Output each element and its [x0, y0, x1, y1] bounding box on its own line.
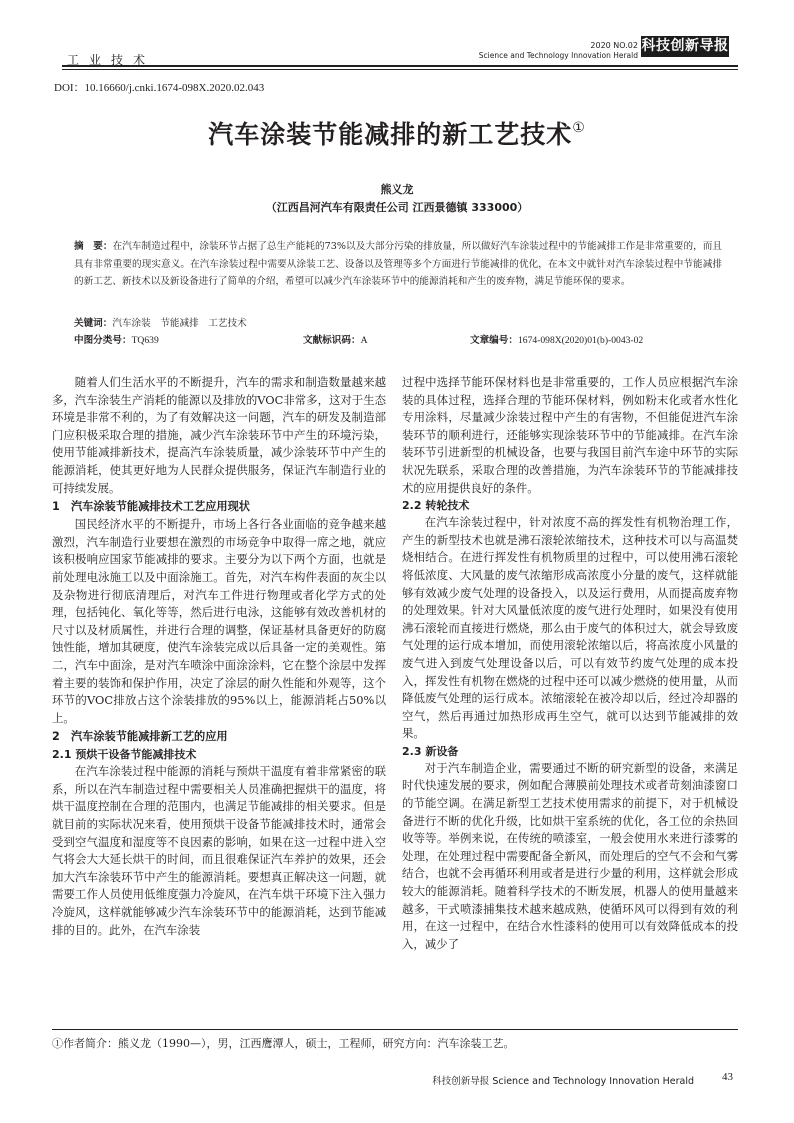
- affiliation: （江西昌河汽车有限责任公司 江西景德镇 333000）: [265, 201, 529, 214]
- clc-number: [74, 332, 159, 346]
- body-column-left: [52, 374, 386, 939]
- abstract: [74, 238, 722, 291]
- abstract-label: 摘 要：: [74, 241, 113, 252]
- doc-code: [303, 332, 368, 346]
- paragraph: 在汽车涂装过程中，针对浓度不高的挥发性有机物治理工作，产生的新型技术也就是沸石滚轮浓缩技术，这种技术可以与高温焚烧相结合。在进行挥发性有机物质里的过程中，可以使用沸石滚轮将低浓度、大风量的废气浓缩形成高浓度小分量的废气，这样就能够有效减少废气处理的设备投入，以及运行费用，从而提高废弃物的处理效果。针对大风量低浓度的废气进行处理时，如果没有使用沸石滚轮而直接进行燃烧，那么由于废气的体积过大，就会导致废气处理的运行成本增加，而使用滚轮浓缩以后，将高浓度小风量的废气进入到废气处理设备以后，可以有效节约废气处理的成本投入，挥发性有机物在燃烧的过程中还可以减少燃烧的使用量，从而降低废气处理的运行成本。浓缩滚轮在被冷却以后，经过冷却器的空气，然后再通过加热形成再生空气，就可以达到节能减排的效果。: [402, 515, 738, 741]
- section-heading: 1 汽车涂装节能减排技术工艺应用现状: [52, 500, 250, 514]
- page-number: 43: [722, 1071, 733, 1083]
- issue-number: 2020 NO.02: [590, 41, 638, 50]
- keywords: [74, 315, 247, 329]
- article-number-label: 文章编号：: [470, 335, 518, 346]
- journal-english-name: Science and Technology Innovation Herald: [478, 51, 638, 60]
- running-header-section: 工业技术: [67, 53, 156, 67]
- keywords-text: 汽车涂装 节能减排 工艺技术: [112, 318, 247, 329]
- doc-code-label: 文献标识码：: [303, 335, 361, 346]
- article-number-value: 1674-098X(2020)01(b)-0043-02: [517, 335, 644, 346]
- footer-journal: 科技创新导报 Science and Technology Innovation Herald: [432, 1076, 694, 1087]
- paragraph: 过程中选择节能环保材料也是非常重要的，工作人员应根据汽车涂装的具体过程，选择合理的节能环保材料，例如粉末化或者水性化专用涂料，尽量减少涂装过程中产生的有害物，不但能促进汽车涂装环节的顺利进行，还能够实现涂装环节中的节能减排。在汽车涂装环节引进新型的机械设备，也要与我国目前汽车途中环节的实际状况先联系，采取合理的改善措施，为汽车涂装环节的节能减排技术的应用提供良好的条件。: [402, 375, 738, 495]
- author: 熊义龙: [380, 183, 414, 196]
- section-heading: 2 汽车涂装节能减排新工艺的应用: [52, 730, 228, 744]
- footnote-rule: [52, 1029, 738, 1030]
- paper-title: [0, 115, 794, 151]
- keywords-label: 关键词：: [74, 318, 113, 329]
- paragraph: 对于汽车制造企业，需要通过不断的研究新型的设备，来满足时代快速发展的要求，例如配合薄膜前处理技术或者苛刻油漆窗口的节能空调。在满足新型工艺技术使用需求的前提下，对于机械设备进行不断的优化升级，比如烘干室系统的优化，各工位的余热回收等等。举例来说，在传统的喷漆室，一般会使用水来进行漆雾的处理，在处理过程中需要配备全新风，而处理后的空气不会和气雾结合，也就不会再循环利用或者是进行少量的利用，这样就会形成较大的能源消耗。随着科学技术的不断发展，机器人的使用量越来越多，干式喷漆捕集技术越来越成熟，使循环风可以得到有效的利用，在这一过程中，在结合水性漆料的使用可以有效降低成本的投入，减少了: [402, 760, 738, 951]
- paragraph: 国民经济水平的不断提升，市场上各行各业面临的竞争越来越激烈，汽车制造行业要想在激烈的市场竞争中取得一席之地，就应该积极响应国家节能减排的要求。主要分为以下两个方面，也就是前处理电泳施工以及中面涂施工。首先，对汽车构件表面的灰尘以及杂物进行彻底清理后，对汽车工件进行物理或者化学方式的处理，包括钝化、氧化等等，然后进行电泳，这能够有效改善机材的尺寸以及材质属性，并进行合理的调整，保证基材具备更好的防腐蚀性能，增加其硬度，使汽车涂装完成以后具备一定的美观性。第二，汽车中面涂，是对汽车喷涂中面涂涂料，它在整个涂层中发挥着主要的装饰和保护作用，决定了涂层的耐久性能和外观等，这个环节的VOC排放占这个涂装排放的95%以上，能源消耗占50%以上。: [52, 517, 386, 725]
- abstract-text: 在汽车制造过程中，涂装环节占据了总生产能耗的73%以及大部分污染的排放量，所以做好汽车涂装过程中的节能减排工作是非常重要的，而且具有非常重要的现实意义。在汽车涂装过程中需要从涂装工艺、设备以及管理等多个方面进行节能减排的优化，在本文中就针对汽车涂装过程中节能减排的新工艺、新技术以及新设备进行了简单的介绍，希望可以减少汽车涂装环节中的能源消耗和产生的废弃物，满足节能环保的要求。: [74, 241, 723, 287]
- subsection-heading: 2.1 预烘干设备节能减排技术: [52, 748, 197, 762]
- journal-brand-badge: 科技创新导报: [641, 36, 729, 57]
- doc-code-value: A: [360, 335, 368, 346]
- paragraph: 随着人们生活水平的不断提升，汽车的需求和制造数量越来越多，汽车涂装生产消耗的能源以及排放的VOC非常多，这对于生态环境是非常不利的，为了有效解决这一问题，汽车的研发及制造部门应积极采取合理的措施，减少汽车涂装环节中产生的环境污染，使用节能减排新技术，提高汽车涂装质量，减少涂装环节中产生的能源消耗，使其更好地为人民群众提供服务，保证汽车制造行业的可持续发展。: [52, 375, 386, 495]
- doi: DOI：10.16660/j.cnki.1674-098X.2020.02.043: [54, 82, 265, 94]
- subsection-heading: 2.2 转轮技术: [402, 499, 470, 513]
- title-footnote-mark: ①: [572, 120, 586, 136]
- clc-value: TQ639: [131, 335, 159, 346]
- clc-label: 中图分类号：: [74, 335, 132, 346]
- header-rule: [62, 65, 738, 67]
- article-number: [470, 332, 643, 346]
- paragraph: 在汽车涂装过程中能源的消耗与预烘干温度有着非常紧密的联系，所以在汽车制造过程中需要相关人员准确把握烘干的温度，将烘干温度控制在合理的范围内，也满足节能减排的相关要求。但是就目前的实际状况来看，使用预烘干设备节能减排技术时，通常会受到空气温度和湿度等不良因素的影响，如果在这一过程中进入空气将会大大延长烘干的时间，而且很难保证汽车养护的效果，还会加大汽车涂装环节中产生的能源消耗。要想真正解决这一问题，就需要工作人员使用低维度强力冷旋风，在汽车烘干环境下注入强力冷旋风，这样就能够减少汽车涂装环节中的能源消耗，达到节能减排的目的。此外，在汽车涂装: [52, 764, 386, 937]
- author-footnote: ①作者简介：熊义龙（1990—），男，江西鹰潭人，硕士，工程师，研究方向：汽车涂装工艺。: [52, 1037, 515, 1050]
- body-column-right: [402, 374, 738, 953]
- header-rule-thin: [62, 69, 738, 70]
- subsection-heading: 2.3 新设备: [402, 744, 459, 758]
- title-text: 汽车涂装节能减排的新工艺技术: [208, 120, 573, 149]
